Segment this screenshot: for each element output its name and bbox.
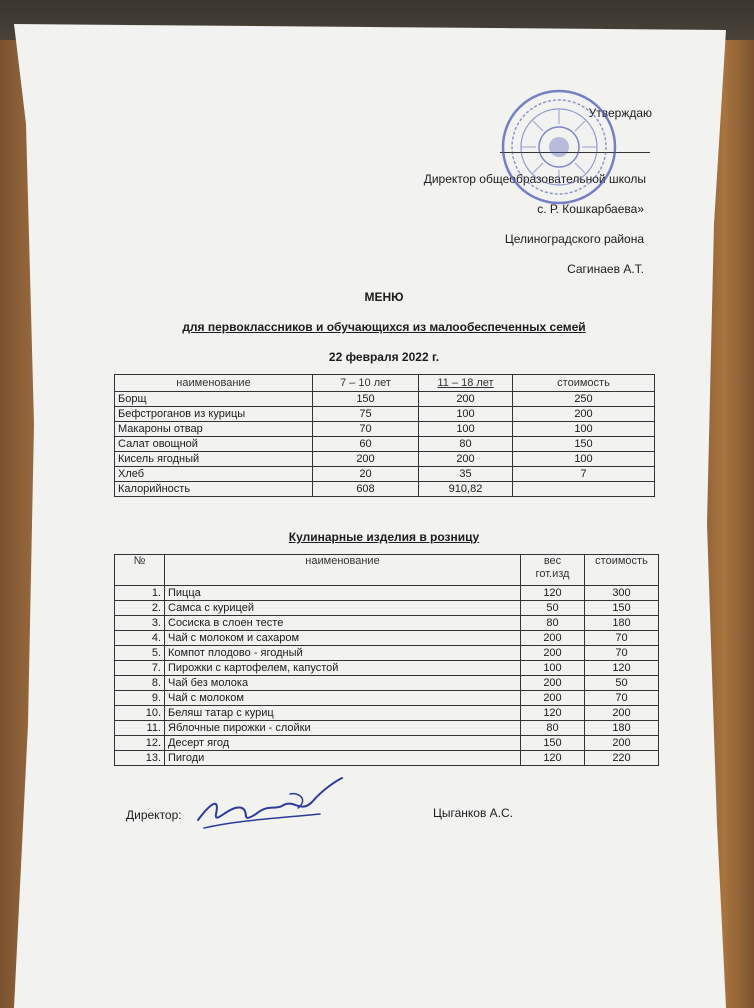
table-cell: 13. <box>115 751 165 766</box>
table-row <box>115 631 659 646</box>
table-cell: 200 <box>313 452 419 467</box>
table-cell: 35 <box>419 467 513 482</box>
table-cell: 120 <box>521 706 585 721</box>
table-cell: 150 <box>513 437 655 452</box>
table-row <box>115 467 655 482</box>
page-title: МЕНЮ <box>364 290 404 304</box>
table-row <box>115 392 655 407</box>
table-cell: 80 <box>521 721 585 736</box>
table-cell: Компот плодово - ягодный <box>165 646 521 661</box>
table-row <box>115 736 659 751</box>
retail-table-header <box>115 555 659 586</box>
page-subtitle: для первоклассников и обучающихся из малообеспеченных семей <box>182 320 586 334</box>
table-cell: Салат овощной <box>115 437 313 452</box>
table-cell: Макароны отвар <box>115 422 313 437</box>
table-cell: Беляш татар с куриц <box>165 706 521 721</box>
table-cell: 60 <box>313 437 419 452</box>
table-cell: 150 <box>585 601 659 616</box>
header-weight-line-2: гот.изд <box>535 568 570 580</box>
table-cell: 200 <box>419 452 513 467</box>
table-cell: 70 <box>585 631 659 646</box>
table-row <box>115 676 659 691</box>
header-line-4: Сагинаев А.Т. <box>567 262 644 276</box>
column-header: стоимость <box>585 555 659 586</box>
table-row <box>115 691 659 706</box>
table-cell: 12. <box>115 736 165 751</box>
table-cell: 120 <box>521 586 585 601</box>
table-row <box>115 452 655 467</box>
director-label: Директор: <box>126 808 182 822</box>
signature-icon <box>190 774 350 834</box>
table-cell: 608 <box>313 482 419 497</box>
table-cell: 200 <box>521 631 585 646</box>
table-cell <box>513 482 655 497</box>
table-cell: Борщ <box>115 392 313 407</box>
header-line-2: с. Р. Кошкарбаева» <box>537 202 644 216</box>
table-cell: Пигоди <box>165 751 521 766</box>
table-row <box>115 616 659 631</box>
table-row <box>115 482 655 497</box>
table-cell: 200 <box>521 691 585 706</box>
table-cell: 100 <box>419 422 513 437</box>
table-cell: 50 <box>521 601 585 616</box>
table-cell: 250 <box>513 392 655 407</box>
table-cell: 200 <box>585 706 659 721</box>
table-cell: 80 <box>521 616 585 631</box>
table-cell: Чай без молока <box>165 676 521 691</box>
table-cell: 7 <box>513 467 655 482</box>
table-cell: 80 <box>419 437 513 452</box>
official-seal-icon <box>500 88 618 206</box>
table-cell: 200 <box>521 646 585 661</box>
table-cell: 100 <box>513 422 655 437</box>
approve-label: Утверждаю <box>588 106 652 120</box>
table-cell: 70 <box>585 646 659 661</box>
table-cell: 200 <box>513 407 655 422</box>
table-row <box>115 601 659 616</box>
table-row <box>115 661 659 676</box>
director-name: Цыганков А.С. <box>433 806 514 820</box>
menu-table <box>114 374 655 497</box>
table-cell: Пицца <box>165 586 521 601</box>
column-header-weight <box>521 555 585 586</box>
table-cell: Десерт ягод <box>165 736 521 751</box>
table-cell: 150 <box>521 736 585 751</box>
table-cell: 220 <box>585 751 659 766</box>
table-cell: Яблочные пирожки - слойки <box>165 721 521 736</box>
table-row <box>115 407 655 422</box>
column-header: наименование <box>115 375 313 392</box>
column-header: стоимость <box>513 375 655 392</box>
table-cell: 100 <box>419 407 513 422</box>
table-cell: Хлеб <box>115 467 313 482</box>
table-row <box>115 437 655 452</box>
retail-table <box>114 554 659 766</box>
table-row <box>115 751 659 766</box>
table-cell: Самса с курицей <box>165 601 521 616</box>
table-cell: 180 <box>585 616 659 631</box>
table-cell: 75 <box>313 407 419 422</box>
table-cell: 11. <box>115 721 165 736</box>
table-cell: 20 <box>313 467 419 482</box>
header-line-1: Директор общеобразовательной школы <box>423 172 646 186</box>
menu-table-header <box>115 375 655 392</box>
table-cell: 300 <box>585 586 659 601</box>
table-cell: Калорийность <box>115 482 313 497</box>
table-cell: Сосиска в слоен тесте <box>165 616 521 631</box>
table-cell: 180 <box>585 721 659 736</box>
table-cell: 2. <box>115 601 165 616</box>
table-cell: 70 <box>313 422 419 437</box>
table-cell: 3. <box>115 616 165 631</box>
table-cell: 100 <box>513 452 655 467</box>
table-row <box>115 706 659 721</box>
table-cell: 9. <box>115 691 165 706</box>
table-cell: 50 <box>585 676 659 691</box>
table-cell: 120 <box>521 751 585 766</box>
table-cell: 120 <box>585 661 659 676</box>
table-cell: Кисель ягодный <box>115 452 313 467</box>
table-row <box>115 646 659 661</box>
column-header: 7 – 10 лет <box>313 375 419 392</box>
table-cell: 200 <box>419 392 513 407</box>
table-cell: 5. <box>115 646 165 661</box>
table-cell: Чай с молоком <box>165 691 521 706</box>
table-row <box>115 422 655 437</box>
table-cell: 8. <box>115 676 165 691</box>
table-cell: Чай с молоком и сахаром <box>165 631 521 646</box>
table-cell: 150 <box>313 392 419 407</box>
table-cell: 7. <box>115 661 165 676</box>
menu-date: 22 февраля 2022 г. <box>328 350 440 364</box>
table-cell: 10. <box>115 706 165 721</box>
table-cell: 70 <box>585 691 659 706</box>
table-cell: 100 <box>521 661 585 676</box>
column-header: 11 – 18 лет <box>419 375 513 392</box>
header-weight-line-1: вес <box>543 555 562 567</box>
table-cell: 200 <box>521 676 585 691</box>
table-cell: 1. <box>115 586 165 601</box>
table-cell: Пирожки с картофелем, капустой <box>165 661 521 676</box>
table-cell: Бефстроганов из курицы <box>115 407 313 422</box>
table-cell: 200 <box>585 736 659 751</box>
column-header: наименование <box>165 555 521 586</box>
column-header: № <box>115 555 165 586</box>
table-row <box>115 721 659 736</box>
table-cell: 4. <box>115 631 165 646</box>
header-line-3: Целиноградского района <box>504 232 644 246</box>
section-title-retail: Кулинарные изделия в розницу <box>288 530 480 544</box>
table-row <box>115 586 659 601</box>
table-cell: 910,82 <box>419 482 513 497</box>
